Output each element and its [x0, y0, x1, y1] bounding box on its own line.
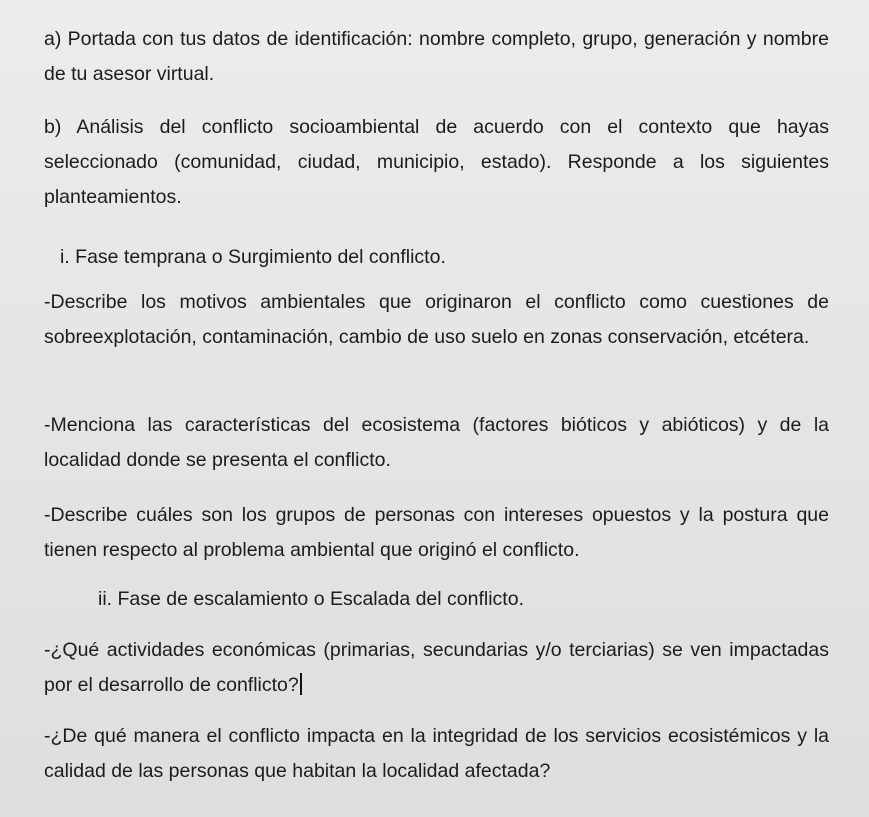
question-3: -Describe cuáles son los grupos de personas con intereses opuestos y la postura que tienen respecto al problema ambiental que originó el conflicto. — [44, 504, 829, 561]
phase-ii-heading: ii. Fase de escalamiento o Escalada del conflicto. — [98, 588, 524, 610]
question-4-text: -¿Qué actividades económicas (primarias, secundarias y/o terciarias) se ven impactadas por el desarrollo de conflicto? — [44, 639, 829, 696]
question-4[interactable] — [44, 633, 829, 703]
item-b-text: b) Análisis del conflicto socioambiental de acuerdo con el contexto que hayas seleccionado (comunidad, ciudad, municipio, estado). Responde a los siguientes planteamientos. — [44, 116, 829, 208]
item-a-text: a) Portada con tus datos de identificación: nombre completo, grupo, generación y nombre de tu asesor virtual. — [44, 28, 829, 85]
question-2: -Menciona las características del ecosistema (factores bióticos y abióticos) y de la localidad donde se presenta el conflicto. — [44, 414, 829, 471]
text-cursor — [300, 673, 302, 695]
question-5: -¿De qué manera el conflicto impacta en la integridad de los servicios ecosistémicos y la calidad de las personas que habitan la localidad afectada? — [44, 725, 829, 782]
phase-i-heading: i. Fase temprana o Surgimiento del conflicto. — [60, 246, 446, 268]
question-1: -Describe los motivos ambientales que originaron el conflicto como cuestiones de sobreexplotación, contaminación, cambio de uso suelo en zonas conservación, etcétera. — [44, 291, 829, 348]
